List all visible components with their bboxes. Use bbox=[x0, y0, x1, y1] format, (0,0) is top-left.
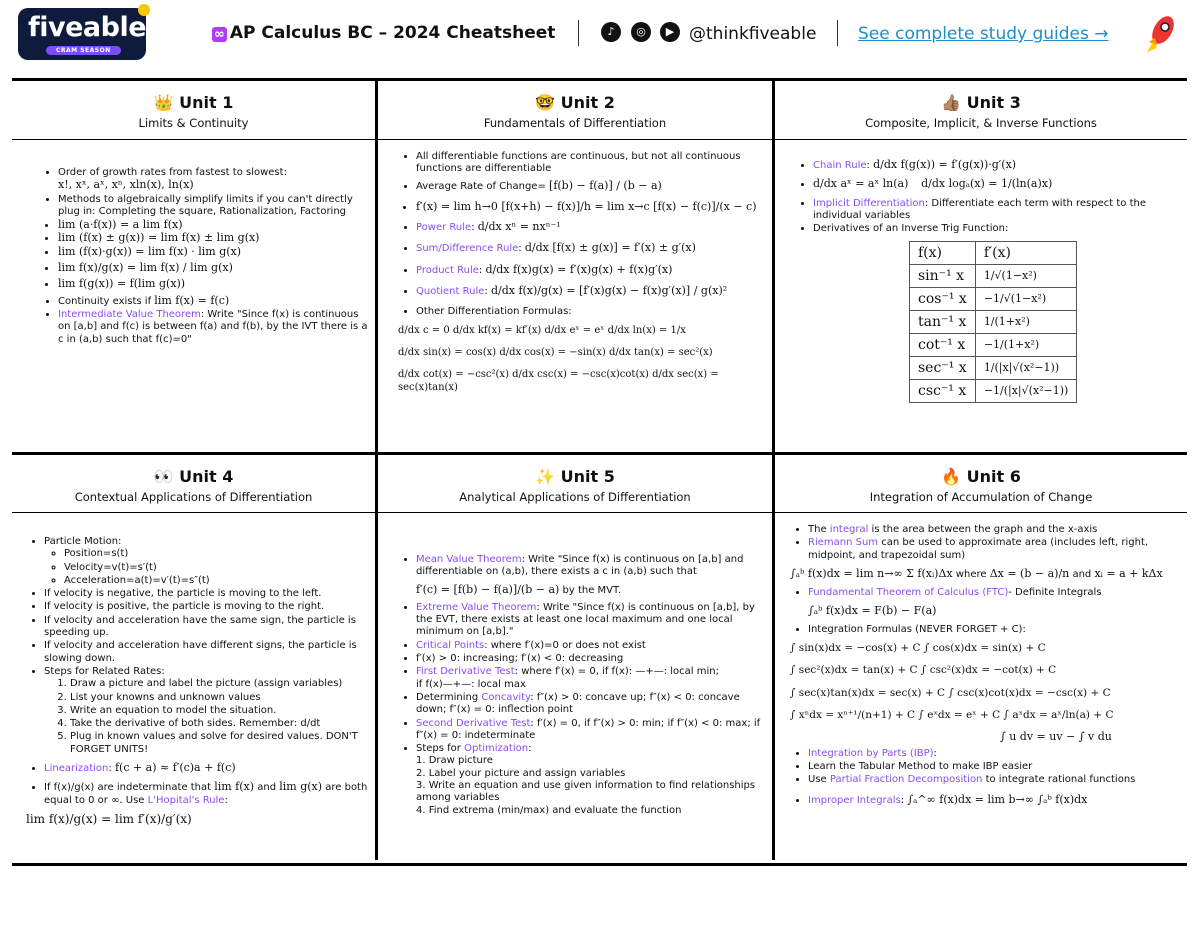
list-item: • f′(x) > 0: increasing; f′(x) < 0: decreasing bbox=[416, 653, 768, 665]
nerd-face-icon: 🤓 bbox=[535, 93, 556, 112]
table-row: cos⁻¹ x −1/√(1−x²) bbox=[910, 288, 1077, 311]
list-item: • If velocity and acceleration have different signs, the particle is slowing down. bbox=[44, 640, 368, 665]
list-item: • Steps for Related Rates: 1. Draw a picture and label the picture (assign variables) 2. List your knowns and unknown values 3. Write an equation to model the situation. 4. Take the derivative of both sides. Remember: d/dt 5. Plug in known values and solve for desired values. DON'T FORGET UNITS! bbox=[44, 666, 368, 756]
youtube-icon[interactable]: ▶ bbox=[660, 22, 680, 42]
unit-2-header bbox=[378, 93, 772, 130]
list-item: • lim (f(x) ± g(x)) = lim f(x) ± lim g(x) bbox=[58, 232, 368, 244]
unit-6-header bbox=[775, 467, 1187, 504]
instagram-icon[interactable]: ◎ bbox=[631, 22, 651, 42]
list-item: • Linearization: f(c + a) ≈ f′(c)a + f(c) bbox=[44, 762, 368, 775]
study-guides-link[interactable]: See complete study guides → bbox=[858, 24, 1109, 44]
unit-4-content bbox=[26, 536, 368, 825]
list-item: • If velocity is negative, the particle is moving to the left. bbox=[44, 588, 368, 600]
unit-title: Unit 1 bbox=[179, 93, 234, 112]
integral-row: ∫ sec²(x)dx = tan(x) + C ∫ csc²(x)dx = −cot(x) + C bbox=[790, 664, 1057, 677]
rocket-mascot-icon bbox=[1143, 12, 1179, 56]
list-item: • If velocity and acceleration have the same sign, the particle is speeding up. bbox=[44, 615, 368, 640]
list-item: • Continuity exists if lim f(x) = f(c) bbox=[58, 295, 368, 308]
list-item: • Power Rule: d/dx xⁿ = nxⁿ⁻¹ bbox=[416, 221, 768, 234]
list-item: • Other Differentiation Formulas: bbox=[416, 306, 768, 318]
list-item: ◦ Acceleration=a(t)=v′(t)=s″(t) bbox=[64, 575, 368, 587]
unit-subtitle: Integration of Accumulation of Change bbox=[869, 490, 1093, 504]
unit-title: Unit 5 bbox=[560, 467, 615, 486]
list-item: • Methods to algebraically simplify limits if you can't directly plug in: Completing the square, Rationalization, Factoring bbox=[58, 194, 368, 219]
list-item: ◦ Position=s(t) bbox=[64, 548, 368, 560]
list-item: • Riemann Sum can be used to approximate area (includes left, right, midpoint, and trapezoidal sum) bbox=[808, 537, 1182, 562]
list-item: • Quotient Rule: d/dx f(x)/g(x) = [f′(x)g(x) − f(x)g′(x)] / g(x)² bbox=[416, 285, 768, 298]
list-item: • Determining Concavity: f″(x) > 0: concave up; f″(x) < 0: concave down; f″(x) = 0: inflection point bbox=[416, 692, 768, 717]
page-title bbox=[212, 23, 555, 43]
table-header-row bbox=[910, 242, 1077, 265]
list-item: • Steps for Optimization: 1. Draw picture 2. Label your picture and assign variables 3. Write an equation and use given information to find relationships among variables 4. Find extrema (min/max) and evaluate the function bbox=[416, 743, 768, 817]
thumbs-up-icon: 👍🏽 bbox=[941, 93, 962, 112]
list-item: • Intermediate Value Theorem: Write "Since f(x) is continuous on [a,b] and f(c) is between f(a) and f(b), by the IVT there is a c in (a,b) such that f(c)=0" bbox=[58, 309, 368, 346]
ibp-formula: ∫ u dv = uv − ∫ v du bbox=[1000, 730, 1112, 744]
unit-subtitle: Contextual Applications of Differentiation bbox=[74, 490, 313, 504]
list-item: • All differentiable functions are continuous, but not all continuous functions are differentiable bbox=[416, 151, 768, 176]
list-item: • Integration by Parts (IBP): bbox=[808, 748, 1182, 760]
title-text: AP Calculus BC – 2024 Cheatsheet bbox=[229, 23, 556, 43]
list-item: ◦ Velocity=v(t)=s′(t) bbox=[64, 562, 368, 574]
unit-title: Unit 6 bbox=[966, 467, 1021, 486]
unit-5-content bbox=[398, 554, 768, 818]
header-underline bbox=[12, 139, 1187, 140]
unit-1-content bbox=[40, 167, 368, 347]
eyes-icon: 👀 bbox=[153, 467, 174, 486]
integral-row: ∫ xⁿdx = xⁿ⁺¹/(n+1) + C ∫ eˣdx = eˣ + C ∫ aˣdx = aˣ/ln(a) + C bbox=[790, 708, 1114, 721]
sparkles-icon: ✨ bbox=[535, 467, 556, 486]
lhopital-formula: lim f(x)/g(x) = lim f′(x)/g′(x) bbox=[26, 811, 192, 826]
list-item: • The integral is the area between the graph and the x-axis bbox=[808, 524, 1182, 536]
list-item: 5. Plug in known values and solve for desired values. DON'T FORGET UNITS! bbox=[70, 731, 368, 756]
list-item: • Second Derivative Test: f′(x) = 0, if f″(x) > 0: min; if f″(x) < 0: max; if f″(x) = 0: indeterminate bbox=[416, 718, 768, 743]
fire-icon: 🔥 bbox=[941, 467, 962, 486]
list-item: • Mean Value Theorem: Write "Since f(x) is continuous on [a,b] and differentiable on (a,b), there exists a c in (a,b) such that f′(c) = [f(b) − f(a)]/(b − a) by the MVT. bbox=[416, 554, 768, 601]
cheatsheet-grid bbox=[12, 78, 1187, 866]
list-item: 4. Take the derivative of both sides. Remember: d/dt bbox=[70, 718, 368, 730]
list-item: • Implicit Differentiation: Differentiate each term with respect to the individual variables bbox=[813, 198, 1180, 223]
list-item: • lim f(x)/g(x) = lim f(x) / lim g(x) bbox=[58, 262, 368, 274]
inverse-trig-table bbox=[909, 241, 1077, 403]
unit-title: Unit 2 bbox=[560, 93, 615, 112]
unit-6-content bbox=[790, 524, 1182, 809]
header-underline bbox=[12, 512, 1187, 513]
list-item: • lim (a·f(x)) = a lim f(x) bbox=[58, 219, 368, 231]
table-row: csc⁻¹ x −1/(|x|√(x²−1)) bbox=[910, 380, 1077, 403]
logo-badge: CRAM SEASON bbox=[46, 46, 121, 55]
table-row: sec⁻¹ x 1/(|x|√(x²−1)) bbox=[910, 357, 1077, 380]
list-item: • Learn the Tabular Method to make IBP easier bbox=[808, 761, 1182, 773]
formula-row: d/dx c = 0 d/dx kf(x) = kf′(x) d/dx eˣ = eˣ d/dx ln(x) = 1/x bbox=[398, 324, 686, 336]
table-header: f(x) bbox=[910, 242, 976, 265]
list-item: • Improper Integrals: ∫ₐ^∞ f(x)dx = lim b→∞ ∫ₐᵇ f(x)dx bbox=[808, 794, 1182, 807]
list-item: • f′(x) = lim h→0 [f(x+h) − f(x)]/h = lim x→c [f(x) − f(c)]/(x − c) bbox=[416, 201, 768, 213]
list-item: • lim (f(x)·g(x)) = lim f(x) · lim g(x) bbox=[58, 246, 368, 258]
list-item: 3. Write an equation to model the situation. bbox=[70, 705, 368, 717]
unit-title: Unit 4 bbox=[179, 467, 234, 486]
list-item: • If velocity is positive, the particle is moving to the right. bbox=[44, 601, 368, 613]
fiveable-logo[interactable] bbox=[18, 8, 146, 60]
riemann-formula: ∫ₐᵇ f(x)dx = lim n→∞ Σ f(xᵢ)Δx where Δx = (b − a)/n and xᵢ = a + kΔx bbox=[790, 566, 1163, 580]
page-header bbox=[0, 0, 1200, 72]
list-item: • If f(x)/g(x) are indeterminate that lim f(x) and lim g(x) are both equal to 0 or ∞. Use L'Hopital's Rule: bbox=[44, 781, 368, 807]
unit-subtitle: Fundamentals of Differentiation bbox=[483, 116, 667, 130]
list-item: • lim f(g(x)) = f(lim g(x)) bbox=[58, 278, 368, 290]
unit-title: Unit 3 bbox=[966, 93, 1021, 112]
list-item: • Critical Points: where f′(x)=0 or does not exist bbox=[416, 640, 768, 652]
list-item: • Use Partial Fraction Decomposition to integrate rational functions bbox=[808, 774, 1182, 786]
formula-row: d/dx sin(x) = cos(x) d/dx cos(x) = −sin(x) d/dx tan(x) = sec²(x) bbox=[398, 346, 713, 358]
table-row: cot⁻¹ x −1/(1+x²) bbox=[910, 334, 1077, 357]
list-item: • Chain Rule: d/dx f(g(x)) = f′(g(x))·g′(x) bbox=[813, 159, 1180, 172]
list-item: • Extreme Value Theorem: Write "Since f(x) is continuous on [a,b], by the EVT, there exists at least one local maximum and one local minimum on [a,b]." bbox=[416, 602, 768, 639]
table-header: f′(x) bbox=[975, 242, 1077, 265]
unit-3-header bbox=[775, 93, 1187, 130]
unit-2-content bbox=[398, 151, 768, 394]
ftc-formula: ∫ₐᵇ f(x)dx = F(b) − F(a) bbox=[808, 604, 937, 618]
list-item: • Average Rate of Change= [f(b) − f(a)] / (b − a) bbox=[416, 180, 768, 193]
header-divider bbox=[837, 20, 838, 46]
logo-text: fiveable bbox=[28, 12, 147, 43]
list-item: • Derivatives of an Inverse Trig Function: bbox=[813, 223, 1180, 235]
list-item: • Fundamental Theorem of Calculus (FTC)- Definite Integrals bbox=[808, 587, 1182, 599]
infinity-icon: ∞ bbox=[214, 27, 225, 42]
social-handle: @thinkfiveable bbox=[689, 24, 817, 44]
list-item: • Product Rule: d/dx f(x)g(x) = f′(x)g(x) + f(x)g′(x) bbox=[416, 264, 768, 277]
table-row: sin⁻¹ x 1/√(1−x²) bbox=[910, 265, 1077, 288]
integral-row: ∫ sin(x)dx = −cos(x) + C ∫ cos(x)dx = sin(x) + C bbox=[790, 642, 1046, 655]
list-item: • d/dx aˣ = aˣ ln(a) d/dx logₐ(x) = 1/(ln(a)x) bbox=[813, 178, 1180, 191]
tiktok-icon[interactable]: ♪ bbox=[601, 22, 621, 42]
list-item: 1. Draw a picture and label the picture (assign variables) bbox=[70, 678, 368, 690]
unit-5-header bbox=[378, 467, 772, 504]
formula-row: d/dx cot(x) = −csc²(x) d/dx csc(x) = −csc(x)cot(x) d/dx sec(x) = sec(x)tan(x) bbox=[398, 369, 719, 393]
crown-icon: 👑 bbox=[153, 93, 174, 112]
unit-1-header bbox=[12, 93, 375, 130]
table-row: tan⁻¹ x 1/(1+x²) bbox=[910, 311, 1077, 334]
list-item: • Sum/Difference Rule: d/dx [f(x) ± g(x)] = f′(x) ± g′(x) bbox=[416, 242, 768, 255]
list-item: • Order of growth rates from fastest to slowest: x!, xˣ, aˣ, xⁿ, xln(x), ln(x) bbox=[58, 167, 368, 193]
integral-row: ∫ sec(x)tan(x)dx = sec(x) + C ∫ csc(x)cot(x)dx = −csc(x) + C bbox=[790, 686, 1111, 699]
unit-4-header bbox=[12, 467, 375, 504]
list-item: • Integration Formulas (NEVER FORGET + C): bbox=[808, 624, 1182, 636]
header-divider bbox=[578, 20, 579, 46]
unit-subtitle: Limits & Continuity bbox=[138, 116, 249, 130]
unit-3-content bbox=[795, 159, 1180, 403]
list-item: • Particle Motion: ◦ Position=s(t) ◦ Velocity=v(t)=s′(t) ◦ Acceleration=a(t)=v′(t)=s″(t) bbox=[44, 536, 368, 587]
unit-subtitle: Composite, Implicit, & Inverse Functions bbox=[865, 116, 1097, 130]
row-divider bbox=[12, 452, 1187, 455]
list-item: 2. List your knowns and unknown values bbox=[70, 692, 368, 704]
list-item: • First Derivative Test: where f′(x) = 0, if f(x): —+—: local min; if f(x)—+—: local max bbox=[416, 666, 768, 691]
unit-subtitle: Analytical Applications of Differentiation bbox=[459, 490, 691, 504]
